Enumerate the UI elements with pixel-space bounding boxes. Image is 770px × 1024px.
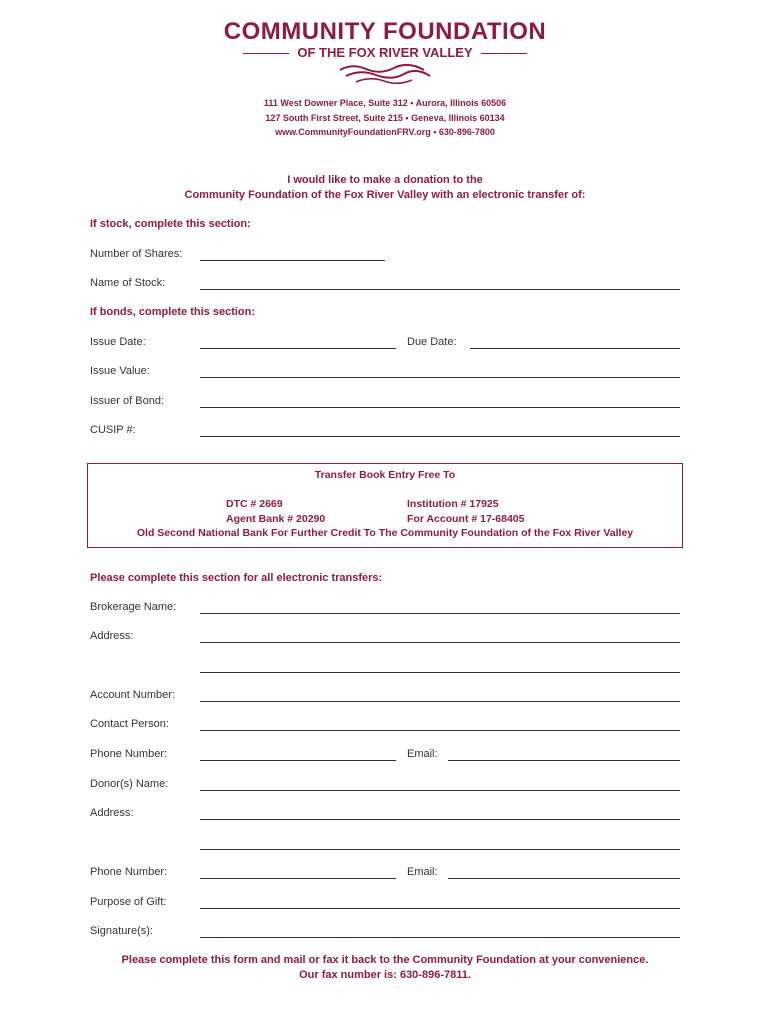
signature-label: Signature(s): [90,925,153,937]
agent-bank-number: Agent Bank # 20290 [226,513,326,525]
address-line-1: 111 West Downer Place, Suite 312 • Aurora, Illinois 60506 [263,98,507,108]
cusip-field[interactable] [200,436,680,437]
address-line-3: www.CommunityFoundationFRV.org • 630-896-7800 [275,127,495,137]
number-of-shares-label: Number of Shares: [90,248,183,260]
name-of-stock-field[interactable] [200,289,680,290]
subtitle-text: OF THE FOX RIVER VALLEY [297,45,473,60]
donor-email-field[interactable] [448,878,680,879]
donor-phone-label: Phone Number: [90,866,168,878]
contact-person-label: Contact Person: [90,718,169,730]
signature-field[interactable] [200,937,680,938]
further-credit-line: Old Second National Bank For Further Credit To The Community Foundation of the Fox River Valley [136,527,634,539]
donor-address-field-line-2[interactable] [200,849,680,850]
due-date-field[interactable] [470,348,680,349]
purpose-of-gift-field[interactable] [200,908,680,909]
subtitle-rule-left [243,53,289,54]
purpose-of-gift-label: Purpose of Gift: [90,896,167,908]
email-label: Email: [407,748,438,760]
account-number-label: Account Number: [90,689,175,701]
transfer-box-title: Transfer Book Entry Free To [314,469,456,481]
issue-value-field[interactable] [200,377,680,378]
due-date-label: Due Date: [407,336,457,348]
institution-number: Institution # 17925 [407,498,499,510]
brokerage-name-label: Brokerage Name: [90,601,177,613]
footer-instructions: Please complete this form and mail or fax it back to the Community Foundation at your convenience. [121,954,649,966]
donor-name-label: Donor(s) Name: [90,778,169,790]
name-of-stock-label: Name of Stock: [90,277,166,289]
donor-email-label: Email: [407,866,438,878]
donor-name-field[interactable] [200,790,680,791]
address-label: Address: [90,630,134,642]
subtitle-rule-right [481,53,527,54]
river-waves-icon [338,62,434,88]
dtc-number: DTC # 2669 [226,498,283,510]
electronic-section-heading: Please complete this section for all electronic transfers: [90,572,383,584]
intro-line-1: I would like to make a donation to the [287,174,483,186]
address-field-line-2[interactable] [200,672,680,673]
email-field[interactable] [448,760,680,761]
bonds-section-heading: If bonds, complete this section: [90,306,256,318]
intro-line-2: Community Foundation of the Fox River Valley with an electronic transfer of: [184,189,586,201]
footer-fax-number: Our fax number is: 630-896-7811. [299,969,471,981]
donor-phone-field[interactable] [200,878,396,879]
issuer-of-bond-label: Issuer of Bond: [90,395,164,407]
address-field-line-1[interactable] [200,642,680,643]
issuer-of-bond-field[interactable] [200,407,680,408]
stock-section-heading: If stock, complete this section: [90,218,251,230]
foundation-subtitle [0,45,770,60]
brokerage-name-field[interactable] [200,613,680,614]
contact-person-field[interactable] [200,730,680,731]
phone-number-label: Phone Number: [90,748,168,760]
address-line-2: 127 South First Street, Suite 215 • Geneva, Illinois 60134 [265,113,505,123]
account-number-field[interactable] [200,701,680,702]
issue-date-label: Issue Date: [90,336,146,348]
donor-address-label: Address: [90,807,134,819]
number-of-shares-field[interactable] [200,260,385,261]
account-number: For Account # 17-68405 [407,513,525,525]
issue-value-label: Issue Value: [90,365,150,377]
issue-date-field[interactable] [200,348,396,349]
cusip-label: CUSIP #: [90,424,136,436]
foundation-title: COMMUNITY FOUNDATION [223,18,547,45]
phone-number-field[interactable] [200,760,396,761]
donor-address-field-line-1[interactable] [200,819,680,820]
